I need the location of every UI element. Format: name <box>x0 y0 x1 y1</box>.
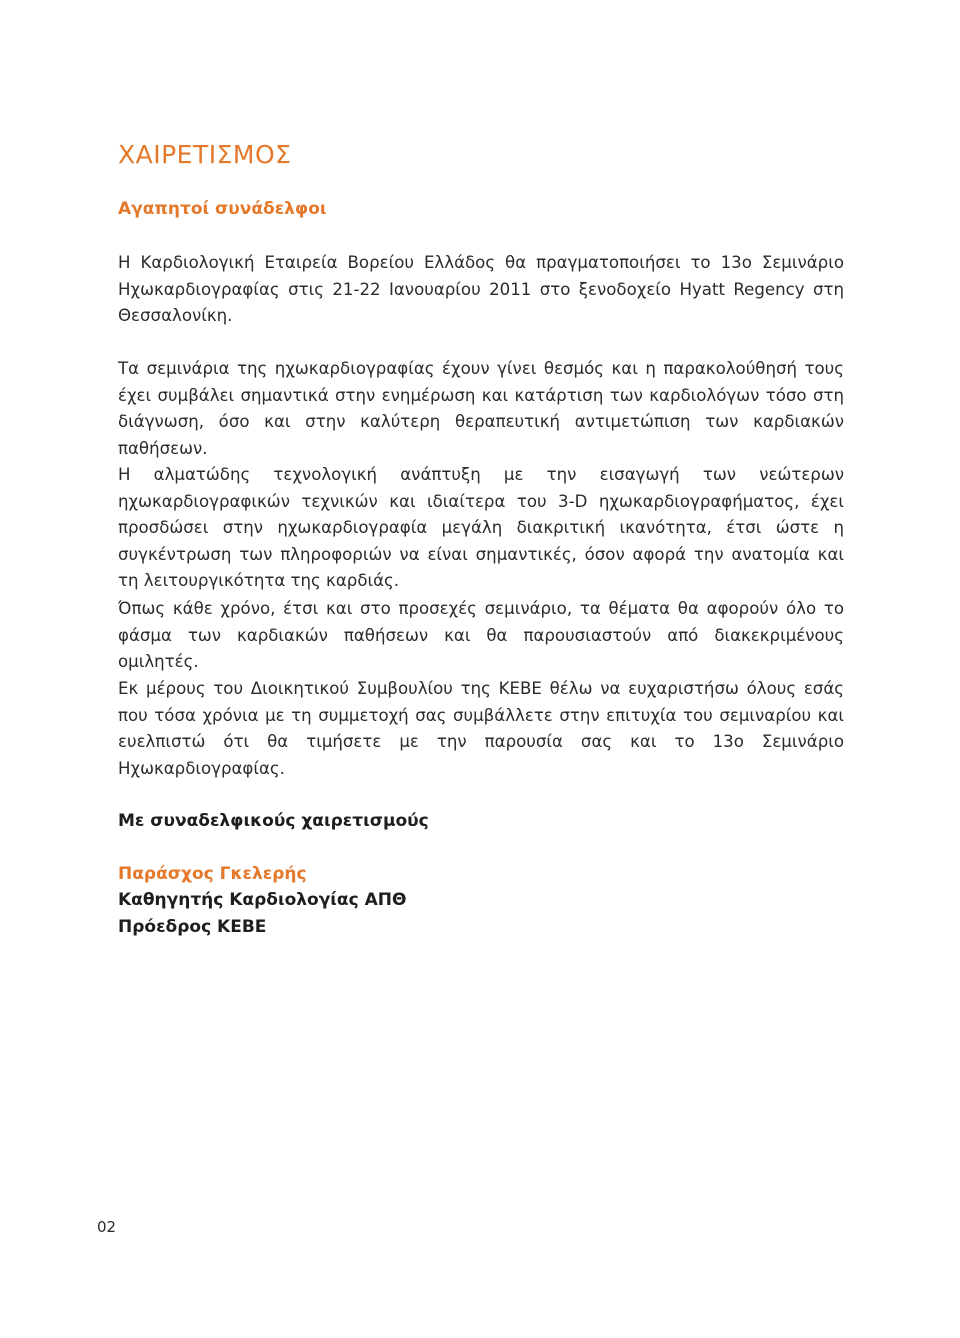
closing-line: Με συναδελφικούς χαιρετισμούς <box>118 811 429 831</box>
greeting: Αγαπητοί συνάδελφοι <box>118 199 327 219</box>
page-title: ΧΑΙΡΕΤΙΣΜΟΣ <box>118 140 292 169</box>
signature-name: Παράσχος Γκελερής <box>118 864 307 884</box>
paragraph-4: Όπως κάθε χρόνο, έτσι και στο προσεχές σεμινάριο, τα θέματα θα αφορούν όλο το φάσμα των καρδιακών παθήσεων και θα παρουσιαστούν από διακεκριμένους ομιλητές. <box>118 599 844 671</box>
paragraph-2: Τα σεμινάρια της ηχωκαρδιογραφίας έχουν γίνει θεσμός και η παρακολούθησή τους έχει συμβάλει σημαντικά στην ενημέρωση και κατάρτιση των καρδιολόγων τόσο στη διάγνωση, όσο και στην καλύτερη θεραπευτική αντιμετώπιση των καρδιακών παθήσεων. <box>118 359 844 458</box>
signature-role-professor: Καθηγητής Καρδιολογίας ΑΠΘ <box>118 890 407 910</box>
paragraph-3: Η αλματώδης τεχνολογική ανάπτυξη με την εισαγωγή των νεώτερων ηχωκαρδιογραφικών τεχνικών και ιδιαίτερα του 3-D ηχωκαρδιογραφήματος, έχει προσδώσει στην ηχωκαρδιογραφία μεγάλη διακριτική ικανότητα, έτσι ώστε η συγκέντρωση των πληροφοριών να είναι σημαντικές, όσον αφορά την ανατομία και τη λειτουργικότητα της καρδιάς. <box>118 465 844 590</box>
paragraph-5: Εκ μέρους του Διοικητικού Συμβουλίου της ΚΕΒΕ θέλω να ευχαριστήσω όλους εσάς που τόσα χρόνια με τη συμμετοχή σας συμβάλλετε στην επιτυχία του σεμιναρίου και ευελπιστώ ότι θα τιμήσετε με την παρουσία σας και το 13ο Σεμινάριο Ηχωκαρδιογραφίας. <box>118 679 844 778</box>
signature-role-president: Πρόεδρος ΚΕΒΕ <box>118 917 267 937</box>
page-number: 02 <box>97 1218 117 1236</box>
paragraph-1: Η Καρδιολογική Εταιρεία Βορείου Ελλάδος θα πραγματοποιήσει το 13ο Σεμινάριο Ηχωκαρδιογραφίας στις 21-22 Ιανουαρίου 2011 στο ξενοδοχείο Hyatt Regency στη Θεσσαλονίκη. <box>118 253 844 325</box>
